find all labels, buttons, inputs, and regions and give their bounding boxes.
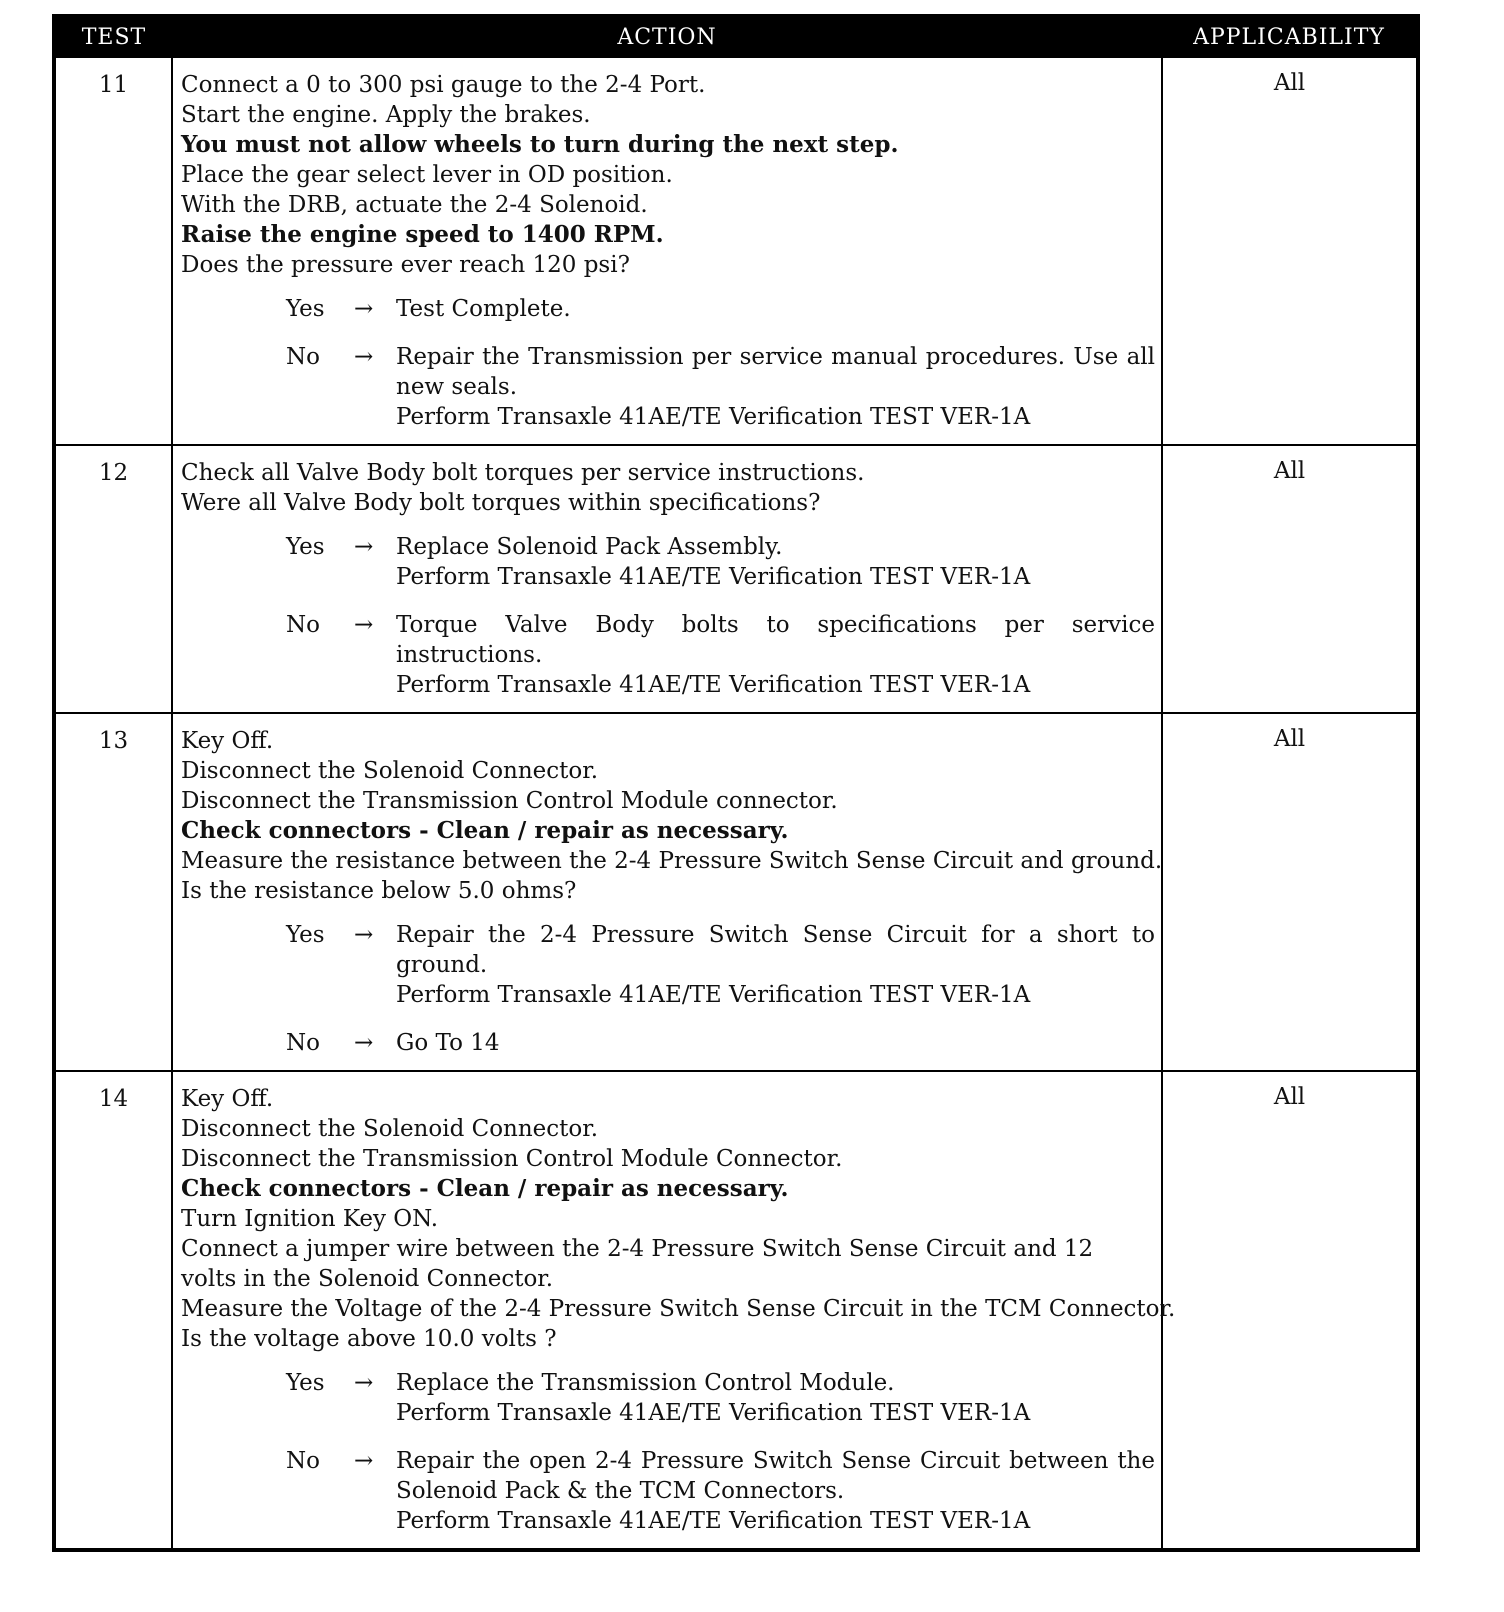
action-step: Does the pressure ever reach 120 psi?	[181, 252, 630, 278]
result-outcome	[396, 532, 1155, 592]
action-step-warning: Check connectors - Clean / repair as necessary.	[181, 817, 789, 844]
action-step: Disconnect the Transmission Control Module connector.	[181, 788, 838, 814]
result-outcome	[396, 294, 1155, 324]
applicability-value: All	[1162, 445, 1418, 713]
result-branch	[181, 610, 1155, 700]
result-answer: No	[286, 1030, 320, 1056]
result-list	[181, 920, 1155, 1058]
result-answer: No	[286, 344, 320, 370]
result-branch	[181, 342, 1155, 432]
table-row	[54, 1071, 1418, 1550]
header-applicability: APPLICABILITY	[1162, 16, 1418, 57]
table-body	[54, 57, 1418, 1550]
result-answer: No	[286, 1448, 320, 1474]
action-step-warning: Check connectors - Clean / repair as necessary.	[181, 1175, 789, 1202]
action-step: Disconnect the Transmission Control Module Connector.	[181, 1146, 843, 1172]
result-list	[181, 532, 1155, 700]
action-step: With the DRB, actuate the 2-4 Solenoid.	[181, 192, 648, 218]
action-cell	[172, 1071, 1176, 1550]
result-outcome	[396, 920, 1155, 1010]
action-step: Disconnect the Solenoid Connector.	[181, 1116, 599, 1142]
result-answer: Yes	[286, 922, 325, 948]
action-cell	[172, 445, 1162, 713]
header-action: ACTION	[172, 16, 1162, 57]
action-step: Check all Valve Body bolt torques per service instructions.	[181, 460, 865, 486]
result-branch	[181, 920, 1155, 1010]
outcome-line: Repair the 2-4 Pressure Switch Sense Circuit for a short to ground.	[396, 922, 1155, 978]
action-step-warning: You must not allow wheels to turn during the next step.	[181, 131, 899, 158]
outcome-line: Perform Transaxle 41AE/TE Verification TEST VER-1A	[396, 404, 1031, 430]
test-number: 13	[54, 713, 172, 1071]
applicability-value: All	[1162, 57, 1418, 445]
result-outcome	[396, 1446, 1155, 1536]
outcome-line: Replace Solenoid Pack Assembly.	[396, 534, 783, 560]
arrow-right-icon: →	[354, 1448, 374, 1474]
action-step: Disconnect the Solenoid Connector.	[181, 758, 599, 784]
action-step: Is the voltage above 10.0 volts ?	[181, 1326, 557, 1352]
test-number: 14	[54, 1071, 172, 1550]
result-list	[181, 294, 1155, 432]
outcome-line: Torque Valve Body bolts to specifications per service instructions.	[396, 612, 1155, 668]
action-cell	[172, 57, 1162, 445]
action-step: Key Off.	[181, 1086, 274, 1112]
action-step: Key Off.	[181, 728, 274, 754]
arrow-right-icon: →	[354, 296, 374, 322]
outcome-line: Perform Transaxle 41AE/TE Verification TEST VER-1A	[396, 1508, 1031, 1534]
arrow-right-icon: →	[354, 534, 374, 560]
outcome-line: Go To 14	[396, 1030, 500, 1056]
action-step: Is the resistance below 5.0 ohms?	[181, 878, 577, 904]
table-row	[54, 713, 1418, 1071]
outcome-line: Perform Transaxle 41AE/TE Verification TEST VER-1A	[396, 982, 1031, 1008]
header-row	[54, 16, 1418, 57]
result-answer: No	[286, 612, 320, 638]
table-row	[54, 57, 1418, 445]
action-step: Were all Valve Body bolt torques within specifications?	[181, 490, 821, 516]
result-branch	[181, 294, 1155, 324]
result-answer: Yes	[286, 1370, 325, 1396]
table-header	[54, 16, 1418, 57]
applicability-value: All	[1162, 713, 1418, 1071]
table-row	[54, 445, 1418, 713]
result-outcome	[396, 342, 1155, 432]
result-answer: Yes	[286, 534, 325, 560]
outcome-line: Perform Transaxle 41AE/TE Verification TEST VER-1A	[396, 672, 1031, 698]
outcome-line: Perform Transaxle 41AE/TE Verification TEST VER-1A	[396, 564, 1031, 590]
outcome-line: Replace the Transmission Control Module.	[396, 1370, 895, 1396]
result-outcome	[396, 610, 1155, 700]
action-step: Start the engine. Apply the brakes.	[181, 102, 591, 128]
outcome-line: Repair the open 2-4 Pressure Switch Sense Circuit between the Solenoid Pack & the TCM Connectors.	[396, 1448, 1155, 1504]
action-step: Connect a 0 to 300 psi gauge to the 2-4 Port.	[181, 72, 706, 98]
outcome-line: Perform Transaxle 41AE/TE Verification TEST VER-1A	[396, 1400, 1031, 1426]
test-number: 11	[54, 57, 172, 445]
result-branch	[181, 1028, 1155, 1058]
diagnostic-document	[52, 14, 1420, 1552]
action-step: Measure the resistance between the 2-4 Pressure Switch Sense Circuit and ground.	[181, 848, 1163, 874]
result-branch	[181, 532, 1155, 592]
action-step: Measure the Voltage of the 2-4 Pressure Switch Sense Circuit in the TCM Connector.	[181, 1296, 1176, 1322]
action-cell	[172, 713, 1162, 1071]
test-number: 12	[54, 445, 172, 713]
applicability-value: All	[1162, 1071, 1418, 1550]
arrow-right-icon: →	[354, 1370, 374, 1396]
arrow-right-icon: →	[354, 922, 374, 948]
outcome-line: Test Complete.	[396, 296, 571, 322]
action-step-warning: Raise the engine speed to 1400 RPM.	[181, 221, 664, 248]
result-outcome	[396, 1028, 1155, 1058]
result-outcome	[396, 1368, 1155, 1428]
result-branch	[181, 1446, 1155, 1536]
result-answer: Yes	[286, 296, 325, 322]
arrow-right-icon: →	[354, 1030, 374, 1056]
result-list	[181, 1368, 1155, 1536]
diagnostic-test-table	[52, 14, 1420, 1552]
outcome-line: Repair the Transmission per service manual procedures. Use all new seals.	[396, 344, 1155, 400]
header-test: TEST	[54, 16, 172, 57]
action-step: Turn Ignition Key ON.	[181, 1206, 439, 1232]
arrow-right-icon: →	[354, 344, 374, 370]
result-branch	[181, 1368, 1155, 1428]
arrow-right-icon: →	[354, 612, 374, 638]
action-step: Place the gear select lever in OD position.	[181, 162, 673, 188]
action-step: Connect a jumper wire between the 2-4 Pressure Switch Sense Circuit and 12 volts in the Solenoid Connector.	[181, 1236, 1094, 1292]
